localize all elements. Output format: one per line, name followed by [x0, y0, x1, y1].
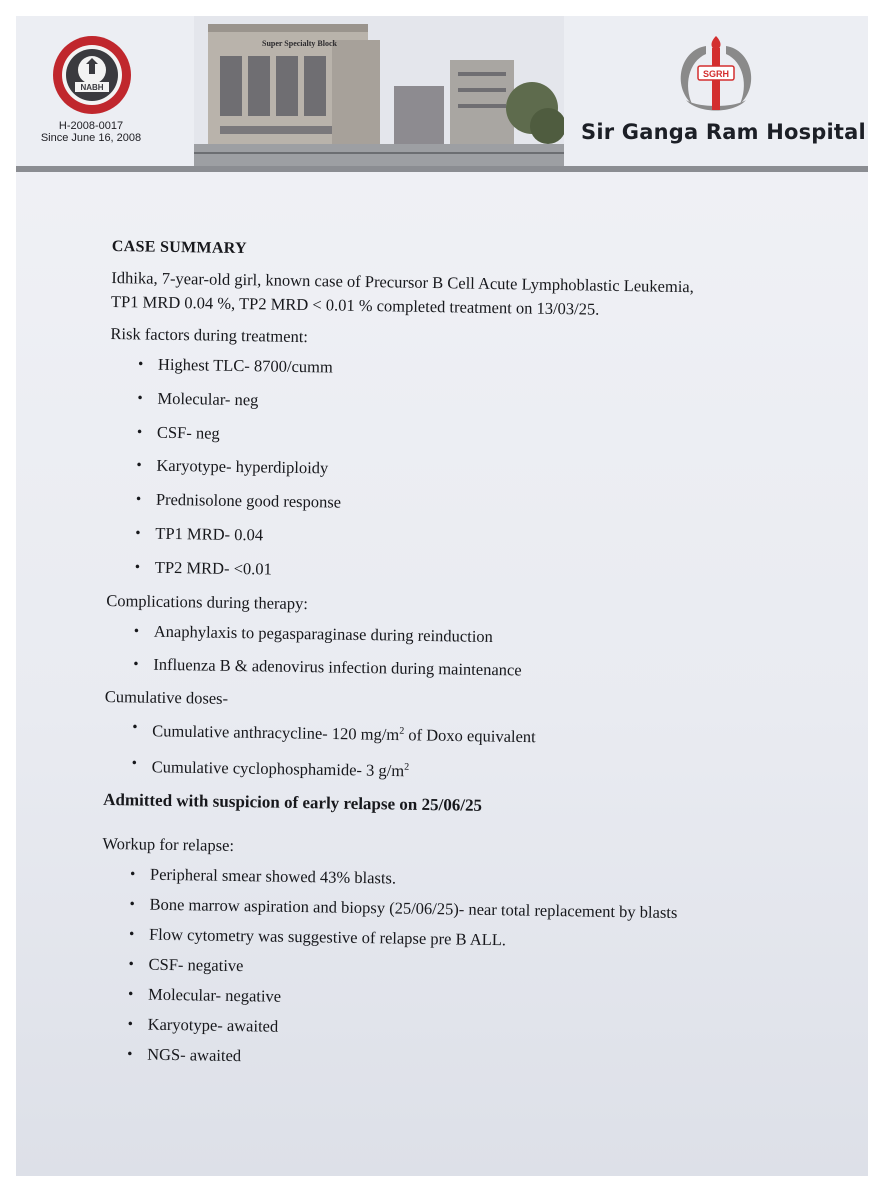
building-photo: [194, 16, 564, 166]
bullet-icon: •: [132, 718, 138, 736]
bullet-icon: •: [133, 655, 139, 673]
complications-label: Complications during therapy:: [106, 590, 309, 613]
bullet-icon: •: [127, 1015, 134, 1033]
risk-factors-label: Risk factors during treatment:: [110, 323, 309, 347]
list-item: • TP2 MRD- <0.01: [107, 555, 807, 590]
risk-factors-list: [107, 352, 810, 590]
bullet-icon: •: [131, 755, 138, 772]
list-item: • Molecular- neg: [109, 386, 809, 421]
list-item: • CSF- negative: [100, 951, 800, 986]
hospital-name: Sir Ganga Ram Hospital: [581, 120, 866, 144]
nabh-seal-icon: [51, 34, 133, 116]
list-item: • Influenza B & adenovirus infection during maintenance: [105, 652, 805, 687]
list-item: • Karyotype- hyperdiploidy: [108, 453, 808, 488]
case-summary-heading: CASE SUMMARY: [111, 238, 248, 258]
nabh-since: Since June 16, 2008: [40, 132, 142, 144]
bullet-icon: •: [129, 895, 135, 913]
bullet-icon: •: [127, 1045, 133, 1062]
list-item: • NGS- awaited: [99, 1041, 799, 1076]
document-photo: [16, 16, 868, 1176]
case-summary: [99, 238, 812, 1082]
list-item: • Cumulative anthracycline- 120 $mg/m^2$ of Doxo equivalent: [104, 715, 804, 753]
list-item: • Karyotype- awaited: [99, 1011, 799, 1046]
list-item: • Highest TLC- 8700/cumm: [110, 352, 810, 387]
bullet-icon: •: [133, 622, 140, 640]
bullet-icon: •: [128, 925, 135, 943]
nabh-block: [16, 16, 196, 166]
sgrh-logo-text: SGRH: [702, 69, 730, 79]
sgrh-logo-icon: [666, 34, 766, 118]
building-sign-text: Super Specialty Block: [262, 39, 337, 48]
doses-label: Cumulative doses-: [104, 686, 229, 708]
bullet-icon: •: [136, 457, 142, 474]
intro-line: Idhika, 7-year-old girl, known case of Precursor B Cell Acute Lymphoblastic Leukemia,: [111, 267, 694, 297]
bullet-icon: •: [128, 955, 134, 973]
bullet-icon: •: [135, 491, 142, 508]
doses-list: [104, 715, 805, 790]
admission-line: Admitted with suspicion of early relapse on 25/06/25: [103, 789, 483, 815]
list-item: • Peripheral smear showed 43% blasts.: [102, 862, 802, 897]
list-item: • TP1 MRD- 0.04: [107, 521, 807, 556]
bullet-icon: •: [137, 390, 143, 407]
list-item: • Cumulative cyclophosphamide- 3 $g/m^2$: [104, 751, 804, 789]
list-item: • Anaphylaxis to pegasparaginase during reinduction: [106, 619, 806, 654]
list-item: • Bone marrow aspiration and biopsy (25/06/25)- near total replacement by blasts: [101, 891, 801, 926]
letterhead: [16, 16, 868, 172]
list-item: • Molecular- negative: [100, 981, 800, 1016]
bullet-icon: •: [136, 424, 143, 441]
bullet-icon: •: [134, 559, 141, 576]
bullet-icon: •: [129, 865, 136, 883]
workup-label: Workup for relapse:: [102, 833, 235, 855]
bullet-icon: •: [137, 356, 144, 373]
intro-line: TP1 MRD 0.04 %, TP2 MRD < 0.01 % completed treatment on 13/03/25.: [110, 291, 600, 319]
list-item: • Prednisolone good response: [108, 487, 808, 522]
nabh-code: H-2008-0017: [58, 120, 124, 132]
nabh-seal-text: NABH: [80, 83, 104, 92]
list-item: • CSF- neg: [109, 420, 809, 455]
list-item: • Flow cytometry was suggestive of relapse pre B ALL.: [101, 921, 801, 956]
complications-list: [105, 619, 806, 687]
workup-list: [99, 862, 802, 1077]
bullet-icon: •: [128, 985, 134, 1003]
bullet-icon: •: [135, 525, 141, 542]
